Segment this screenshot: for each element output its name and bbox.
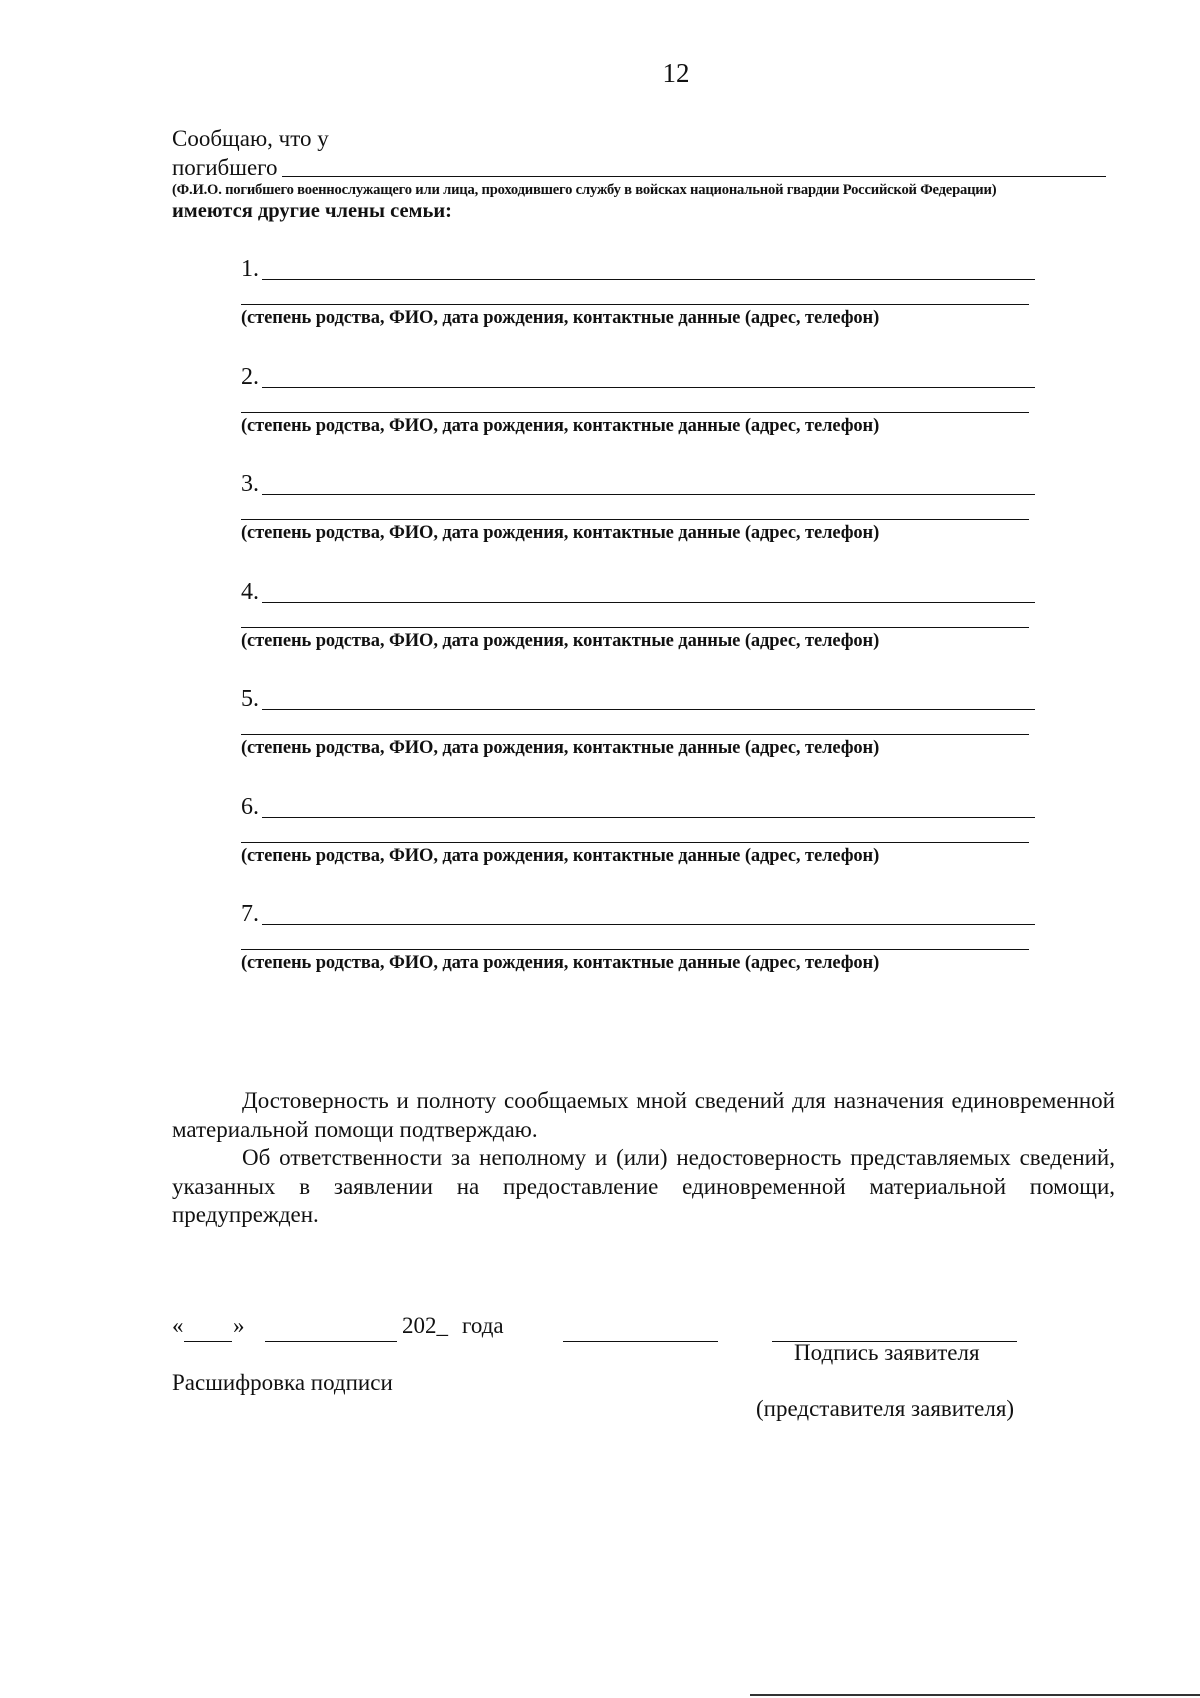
member-number-3: 3. [241,471,259,497]
member-number-5: 5. [241,686,259,712]
member-number-4: 4. [241,578,259,605]
member-field-2[interactable] [262,387,1035,388]
member-field-6[interactable] [262,817,1035,818]
member-field-3[interactable] [262,494,1035,495]
date-day-field[interactable] [184,1341,232,1342]
member-caption-4: (степень родства, ФИО, дата рождения, контактные данные (адрес, телефон) [241,630,880,651]
member-field-5[interactable] [262,709,1035,710]
member-field-line2-5[interactable] [241,734,1029,735]
member-caption-6: (степень родства, ФИО, дата рождения, контактные данные (адрес, телефон) [241,845,880,866]
member-field-1[interactable] [262,279,1035,280]
member-caption-2: (степень родства, ФИО, дата рождения, контактные данные (адрес, телефон) [241,415,880,436]
page-number: 12 [662,58,690,88]
scan-edge-line [750,1694,1200,1696]
deceased-name-field[interactable] [282,176,1106,177]
member-caption-7: (степень родства, ФИО, дата рождения, контактные данные (адрес, телефон) [241,953,880,973]
member-number-1: 1. [241,256,259,282]
date-year: 202_ [402,1313,448,1338]
deceased-name-caption: (Ф.И.О. погибшего военнослужащего или лица, проходившего службу в войсках национальной гвардии Российской Федерации) [172,182,997,198]
member-field-4[interactable] [262,602,1035,603]
member-field-line2-1[interactable] [241,304,1029,305]
intro-line-3: имеются другие члены семьи: [172,200,452,222]
member-number-2: 2. [241,363,259,390]
member-field-line2-4[interactable] [241,627,1029,628]
member-field-line2-3[interactable] [241,519,1029,520]
member-field-line2-7[interactable] [241,949,1029,950]
member-caption-3: (степень родства, ФИО, дата рождения, контактные данные (адрес, телефон) [241,523,880,543]
statement-paragraph-2: Об ответственности за неполному и (или) недостоверность представляемых сведений, указанных в заявлении на предоставление единовременной материальной помощи, предупрежден. [172,1145,1115,1227]
statement [172,1087,1115,1230]
member-field-line2-6[interactable] [241,842,1029,843]
member-number-6: 6. [241,793,259,820]
member-caption-1: (степень родства, ФИО, дата рождения, контактные данные (адрес, телефон) [241,308,880,328]
member-number-7: 7. [241,901,259,927]
date-close-quote: » [233,1313,245,1338]
date-open-quote: « [172,1313,184,1338]
member-field-7[interactable] [262,924,1035,925]
statement-paragraph-1: Достоверность и полноту сообщаемых мной сведений для назначения единовременной материальной помощи подтверждаю. [172,1088,1115,1142]
date-year-word: года [462,1313,504,1338]
intro-line-1: Сообщаю, что у [172,126,329,151]
signature-label: Подпись заявителя [794,1340,980,1365]
representative-label: (представителя заявителя) [756,1396,1015,1421]
date-month-field[interactable] [265,1341,397,1342]
intro-line-2: погибшего [172,155,278,180]
signature-field[interactable] [563,1341,718,1342]
member-caption-5: (степень родства, ФИО, дата рождения, контактные данные (адрес, телефон) [241,738,880,758]
signature-decode-label: Расшифровка подписи [172,1370,393,1395]
member-field-line2-2[interactable] [241,412,1029,413]
